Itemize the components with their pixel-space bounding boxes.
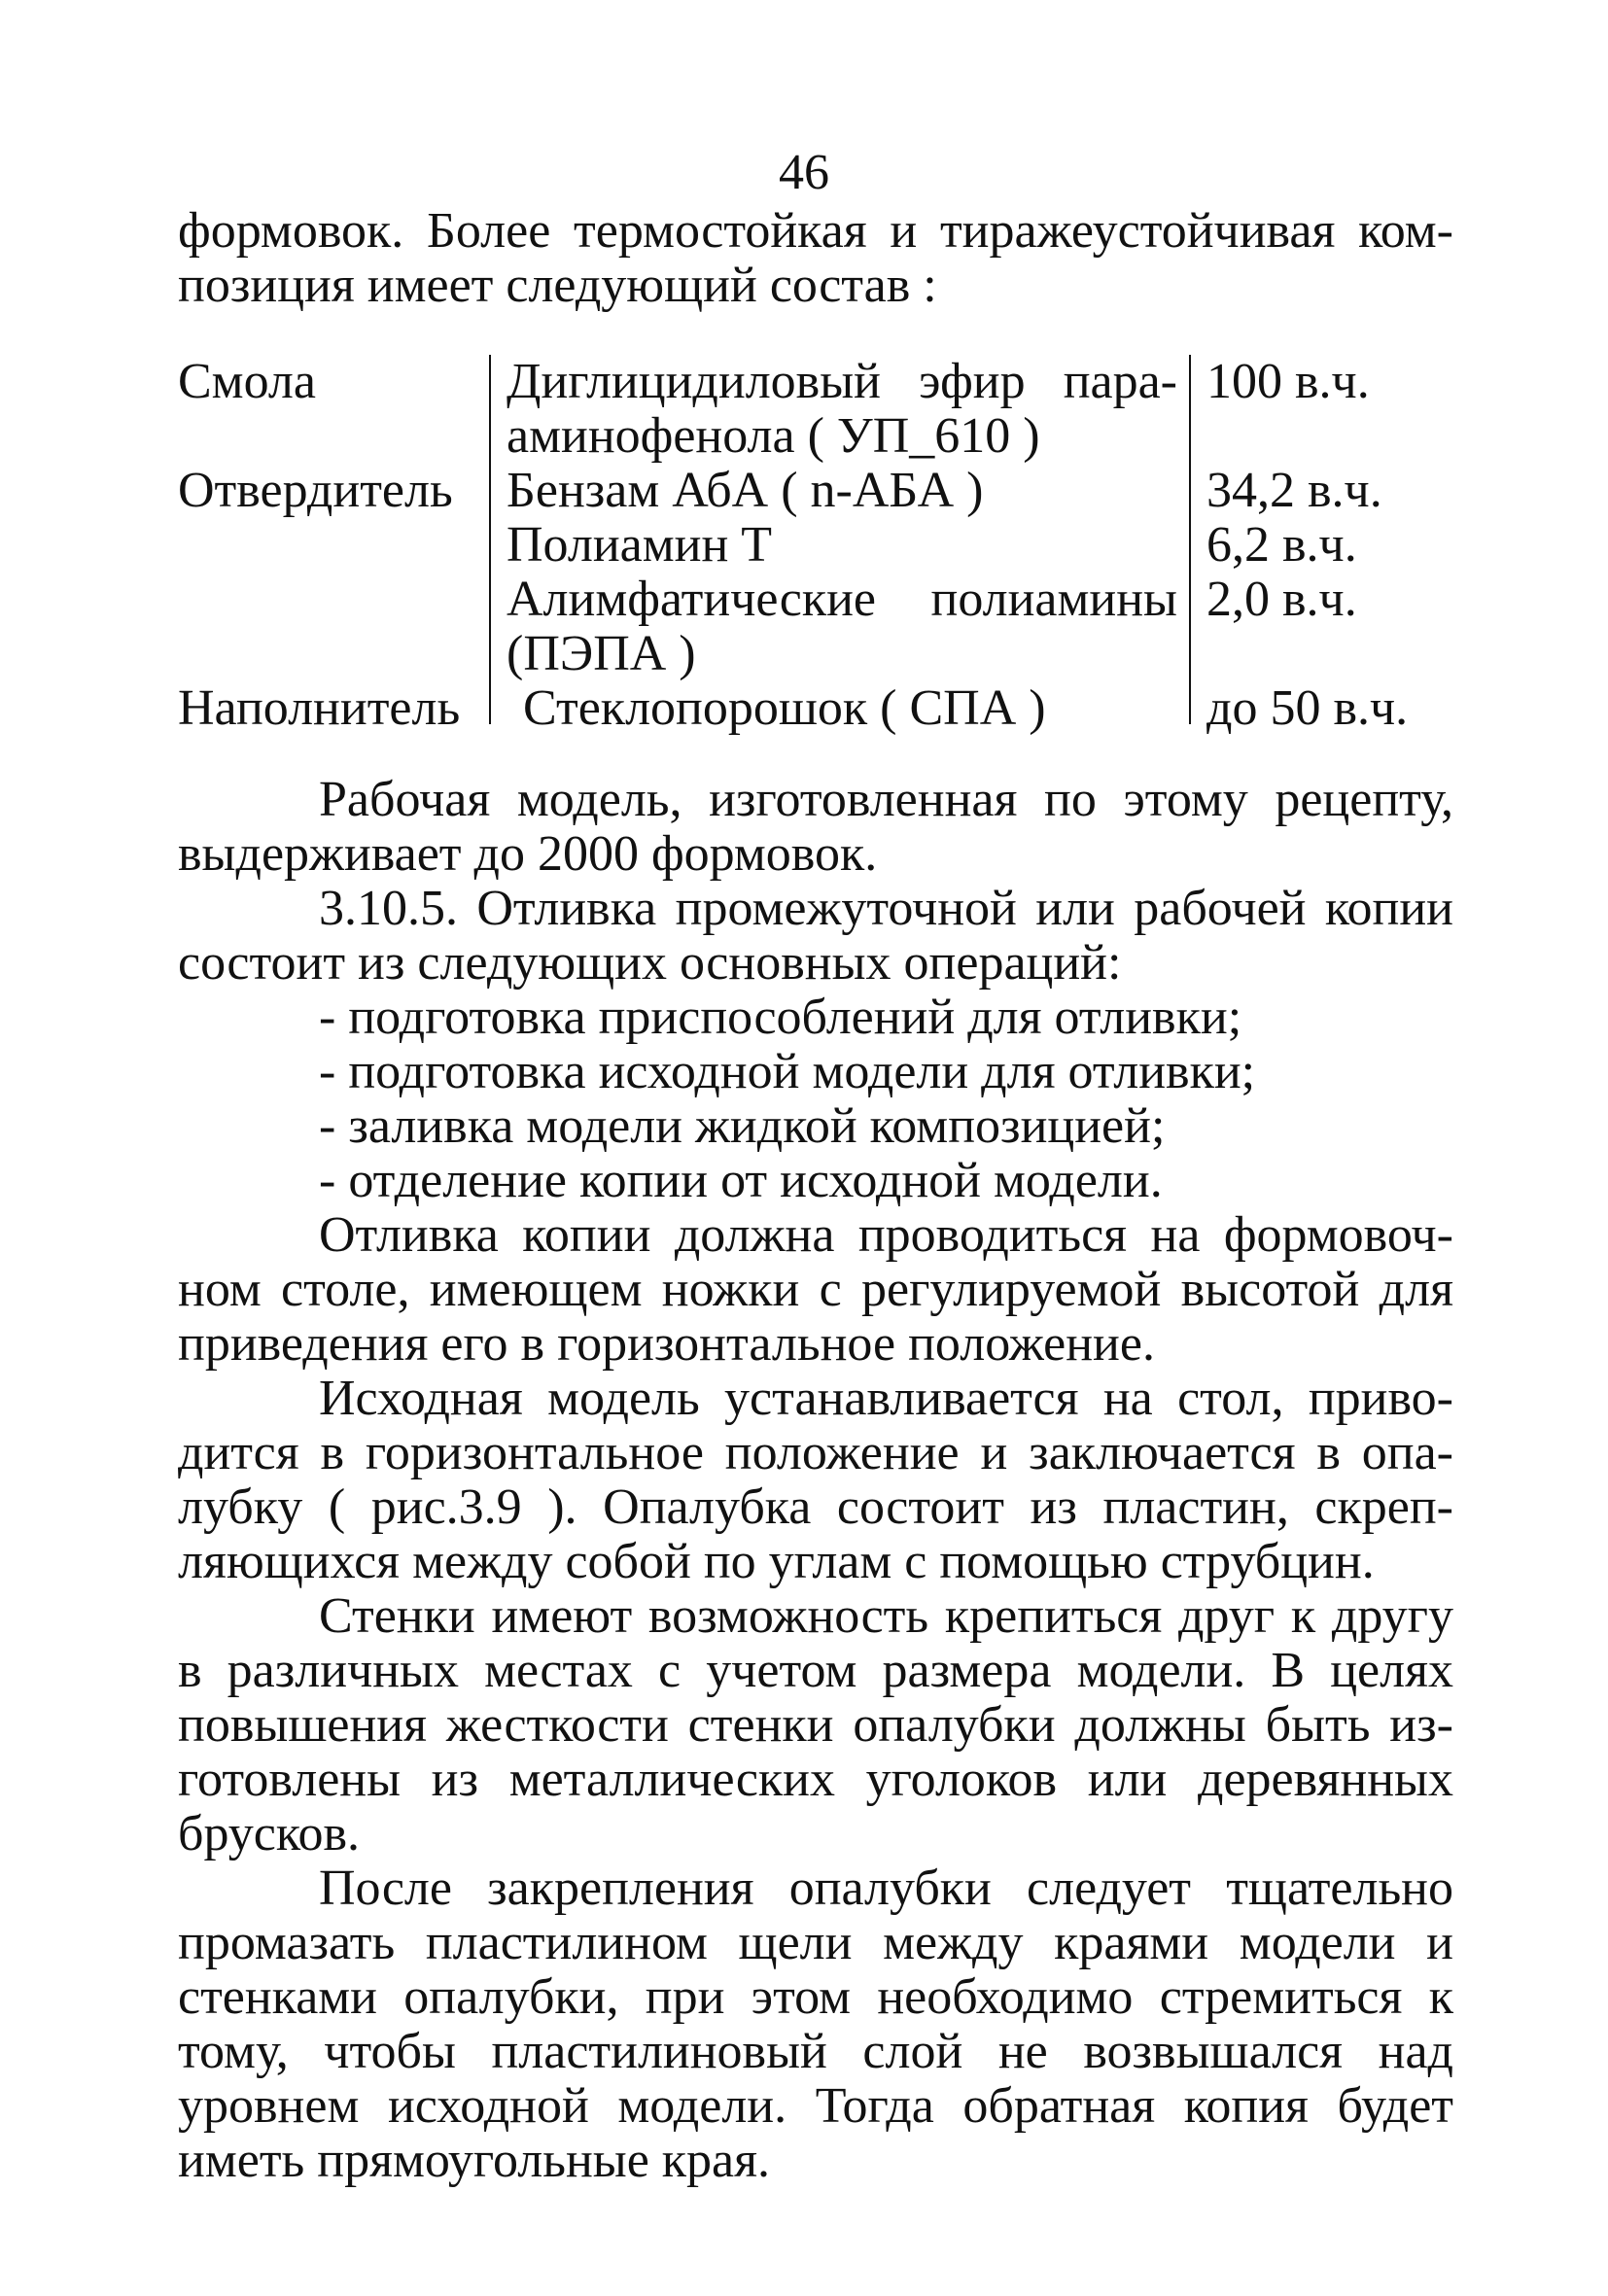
amount-value: 6,2 в.ч. [1206, 517, 1357, 573]
text-line: выдерживает до 2000 формовок. [178, 826, 878, 882]
text-line: ляющихся между собой по углам с помощью струбцин. [178, 1534, 1375, 1589]
text-line: иметь прямоугольные края. [178, 2133, 771, 2188]
component-label: Отвердитель [178, 463, 453, 518]
text-line: повышения жесткости стенки опалубки должны быть из- [178, 1697, 1453, 1753]
paragraph [178, 1861, 1453, 2188]
amount-value: 34,2 в.ч. [1206, 463, 1382, 518]
page-number: 46 [779, 145, 829, 200]
text-line: ном столе, имеющем ножки с регулируемой высотой для [178, 1262, 1453, 1317]
text-line: готовлены из металлических уголоков или деревянных [178, 1752, 1453, 1807]
component-label: Наполнитель [178, 680, 461, 736]
text-line: Стенки имеют возможность крепиться друг к другу [319, 1588, 1453, 1644]
text-line: Рабочая модель, изготовленная по этому рецепту, [319, 772, 1453, 827]
text-line: тому, чтобы пластилиновый слой не возвышался над [178, 2024, 1453, 2079]
operations-list [178, 991, 1453, 1208]
text-line: формовок. Более термостойкая и тиражеустойчивая ком- [178, 203, 1453, 259]
table-divider [489, 355, 491, 724]
amount-value: 2,0 в.ч. [1206, 572, 1357, 627]
list-item: - отделение копии от исходной модели. [319, 1153, 1163, 1208]
component-label: Смола [178, 354, 316, 409]
text-line: лубку ( рис.3.9 ). Опалубка состоит из пластин, скреп- [178, 1479, 1453, 1535]
paragraph [178, 1208, 1453, 1372]
list-item: - заливка модели жидкой композицией; [319, 1098, 1166, 1154]
text-line: приведения его в горизонтальное положение. [178, 1316, 1155, 1372]
amount-value: 100 в.ч. [1206, 354, 1370, 409]
text-line: промазать пластилином щели между краями модели и [178, 1915, 1453, 1970]
substance-name: Полиамин Т [507, 517, 773, 573]
text-line: позиция имеет следующий состав : [178, 258, 937, 313]
substance-name: (ПЭПА ) [507, 626, 696, 681]
text-line: в различных местах с учетом размера модели. В целях [178, 1643, 1453, 1698]
paragraph [178, 773, 1453, 882]
substance-name: Стеклопорошок ( СПА ) [523, 680, 1046, 736]
text-line: дится в горизонтальное положение и заключается в опа- [178, 1425, 1453, 1480]
table-divider [1189, 355, 1191, 724]
intro-paragraph [178, 204, 1453, 313]
composition-table [178, 354, 1453, 736]
text-line: стенками опалубки, при этом необходимо стремиться к [178, 1969, 1453, 2025]
list-item: - подготовка приспособлений для отливки; [319, 990, 1242, 1045]
paragraph [178, 1589, 1453, 1861]
text-line: Отливка копии должна проводиться на формовоч- [319, 1207, 1453, 1263]
substance-name: Алимфатические полиамины [507, 572, 1177, 627]
text-line: состоит из следующих основных операций: [178, 935, 1122, 991]
text-line: После закрепления опалубки следует тщательно [319, 1861, 1453, 1916]
amount-value: до 50 в.ч. [1206, 680, 1409, 736]
text-line: Исходная модель устанавливается на стол, приво- [319, 1371, 1453, 1426]
substance-name: Бензам АбА ( n-АБА ) [507, 463, 984, 518]
text-line: 3.10.5. Отливка промежуточной или рабочей копии [319, 881, 1453, 936]
text-line: брусков. [178, 1806, 361, 1861]
substance-name: Диглицидиловый эфир пара- [507, 354, 1177, 409]
paragraph [178, 882, 1453, 991]
substance-name: аминофенола ( УП_610 ) [507, 408, 1040, 464]
paragraph [178, 1372, 1453, 1589]
text-line: уровнем исходной модели. Тогда обратная копия будет [178, 2078, 1453, 2134]
list-item: - подготовка исходной модели для отливки; [319, 1044, 1256, 1099]
body-text [178, 773, 1453, 2188]
